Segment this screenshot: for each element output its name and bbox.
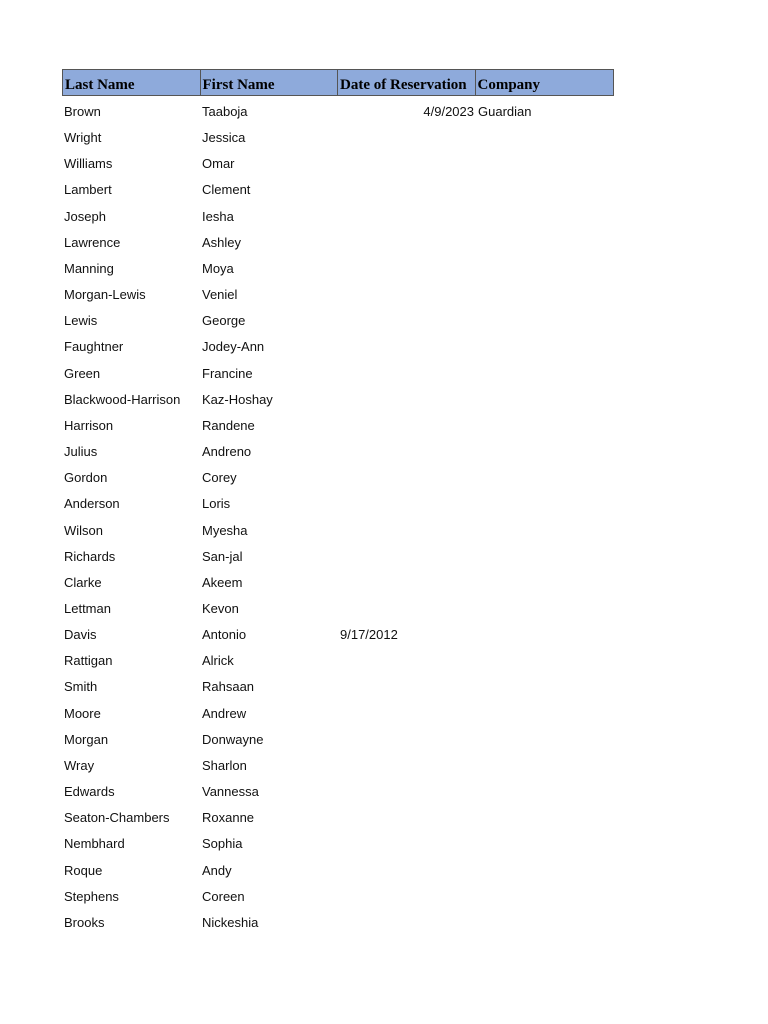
company-cell	[476, 730, 614, 756]
table-row	[62, 599, 614, 625]
first-name-cell: Jodey-Ann	[202, 339, 265, 355]
company-cell	[476, 494, 614, 520]
last-name-cell: Joseph	[64, 208, 106, 224]
first-name-cell: Francine	[202, 365, 253, 381]
first-name-cell: Kaz-Hoshay	[202, 391, 273, 407]
date-cell	[338, 207, 476, 233]
table-row	[62, 285, 614, 311]
first-name-cell: Andreno	[202, 444, 252, 460]
date-cell	[338, 599, 476, 625]
header-last-name: Last Name	[63, 70, 201, 95]
first-name-cell: Andy	[202, 862, 232, 878]
first-name-cell: Donwayne	[202, 731, 264, 747]
last-name-cell: Brooks	[64, 914, 105, 930]
table-row	[62, 494, 614, 520]
first-name-cell: Sharlon	[202, 757, 247, 773]
company-cell	[476, 128, 614, 154]
date-cell	[338, 808, 476, 834]
table-row	[62, 625, 614, 651]
company-cell	[476, 180, 614, 206]
first-name-cell: Alrick	[202, 653, 234, 669]
date-cell	[338, 756, 476, 782]
company-cell	[476, 207, 614, 233]
last-name-cell: Morgan-Lewis	[64, 287, 146, 303]
date-cell	[338, 285, 476, 311]
last-name-cell: Edwards	[64, 784, 115, 800]
first-name-cell: Iesha	[202, 208, 234, 224]
table-row	[62, 207, 614, 233]
last-name-cell: Roque	[64, 862, 103, 878]
date-cell	[338, 154, 476, 180]
header-first-name: First Name	[201, 70, 339, 95]
date-cell	[338, 337, 476, 363]
table-row	[62, 808, 614, 834]
last-name-cell: Davis	[64, 627, 97, 643]
first-name-cell: Rahsaan	[202, 679, 255, 695]
first-name-cell: Sophia	[202, 836, 243, 852]
company-cell	[476, 599, 614, 625]
last-name-cell: Wilson	[64, 522, 104, 538]
table-row	[62, 887, 614, 913]
last-name-cell: Smith	[64, 679, 98, 695]
table-row	[62, 311, 614, 337]
company-cell	[476, 416, 614, 442]
table-row	[62, 573, 614, 599]
table-body	[62, 102, 614, 939]
company-cell	[476, 625, 614, 651]
date-cell	[338, 547, 476, 573]
first-name-cell: Akeem	[202, 574, 243, 590]
date-cell	[338, 128, 476, 154]
company-cell	[476, 259, 614, 285]
date-cell: 4/9/2023	[423, 104, 474, 119]
date-cell	[338, 913, 476, 939]
table-row	[62, 364, 614, 390]
table-row	[62, 416, 614, 442]
date-cell	[338, 782, 476, 808]
company-cell	[476, 677, 614, 703]
last-name-cell: Lewis	[64, 313, 98, 329]
first-name-cell: Omar	[202, 156, 235, 172]
company-cell	[476, 285, 614, 311]
table-row	[62, 756, 614, 782]
last-name-cell: Harrison	[64, 417, 114, 433]
first-name-cell: Kevon	[202, 600, 239, 616]
company-cell	[476, 651, 614, 677]
table-row	[62, 782, 614, 808]
table-row	[62, 102, 614, 128]
table-row	[62, 861, 614, 887]
table-row	[62, 834, 614, 860]
date-cell	[338, 416, 476, 442]
last-name-cell: Lawrence	[64, 234, 121, 250]
company-cell	[476, 808, 614, 834]
last-name-cell: Wray	[64, 757, 95, 773]
last-name-cell: Rattigan	[64, 653, 113, 669]
last-name-cell: Faughtner	[64, 339, 124, 355]
table-row	[62, 233, 614, 259]
first-name-cell: Loris	[202, 496, 231, 512]
company-cell	[476, 521, 614, 547]
company-cell	[476, 861, 614, 887]
date-cell	[338, 521, 476, 547]
date-cell	[338, 573, 476, 599]
header-company: Company	[477, 77, 541, 93]
company-cell	[476, 834, 614, 860]
date-cell	[338, 494, 476, 520]
first-name-cell: Myesha	[202, 522, 248, 538]
last-name-cell: Lambert	[64, 182, 112, 198]
company-cell	[476, 913, 614, 939]
first-name-cell: Clement	[202, 182, 251, 198]
company-cell	[476, 704, 614, 730]
table-row	[62, 913, 614, 939]
date-cell	[338, 180, 476, 206]
date-cell: 9/17/2012	[340, 627, 398, 643]
last-name-cell: Green	[64, 365, 101, 381]
table-row	[62, 521, 614, 547]
first-name-cell: Taaboja	[202, 104, 248, 119]
last-name-cell: Blackwood-Harrison	[64, 391, 181, 407]
table-row	[62, 547, 614, 573]
date-cell	[338, 468, 476, 494]
last-name-cell: Lettman	[64, 600, 111, 616]
company-cell	[476, 337, 614, 363]
first-name-cell: George	[202, 313, 246, 329]
table-row	[62, 677, 614, 703]
date-cell	[338, 364, 476, 390]
company-cell	[476, 233, 614, 259]
table-row	[62, 442, 614, 468]
company-cell	[476, 887, 614, 913]
company-cell	[476, 756, 614, 782]
company-cell	[476, 547, 614, 573]
table-row	[62, 468, 614, 494]
last-name-cell: Seaton-Chambers	[64, 810, 170, 826]
first-name-cell: Andrew	[202, 705, 247, 721]
last-name-cell: Moore	[64, 705, 101, 721]
table-row	[62, 180, 614, 206]
last-name-cell: Brown	[64, 104, 101, 119]
date-cell	[338, 704, 476, 730]
last-name-cell: Clarke	[64, 574, 102, 590]
last-name-cell: Wright	[64, 130, 102, 146]
date-cell	[338, 861, 476, 887]
first-name-cell: Antonio	[202, 627, 247, 643]
company-cell	[476, 468, 614, 494]
table-row	[62, 259, 614, 285]
first-name-cell: Moya	[202, 260, 234, 276]
date-cell	[338, 259, 476, 285]
table-row	[62, 154, 614, 180]
first-name-cell: Coreen	[202, 888, 245, 904]
company-cell: Guardian	[478, 104, 532, 119]
header-date-of-reservation: Date of Reservation	[338, 70, 476, 95]
last-name-cell: Nembhard	[64, 836, 125, 852]
company-cell	[476, 442, 614, 468]
company-cell	[476, 390, 614, 416]
last-name-cell: Richards	[64, 548, 116, 564]
table-row	[62, 651, 614, 677]
first-name-cell: Jessica	[202, 130, 246, 146]
table-row	[62, 390, 614, 416]
table-row	[62, 128, 614, 154]
date-cell	[338, 651, 476, 677]
company-cell	[476, 154, 614, 180]
table-row	[62, 704, 614, 730]
last-name-cell: Julius	[64, 444, 98, 460]
first-name-cell: Roxanne	[202, 810, 255, 826]
date-cell	[338, 442, 476, 468]
table-row	[62, 730, 614, 756]
company-cell	[476, 573, 614, 599]
company-cell	[476, 311, 614, 337]
last-name-cell: Stephens	[64, 888, 119, 904]
company-cell	[476, 782, 614, 808]
date-cell	[338, 834, 476, 860]
first-name-cell: Vannessa	[202, 784, 259, 800]
date-cell	[338, 233, 476, 259]
date-cell	[338, 730, 476, 756]
first-name-cell: Veniel	[202, 287, 238, 303]
date-cell	[338, 390, 476, 416]
company-cell	[476, 364, 614, 390]
first-name-cell: Ashley	[202, 234, 242, 250]
date-cell	[338, 887, 476, 913]
date-cell	[338, 677, 476, 703]
table-row	[62, 337, 614, 363]
table-header	[62, 69, 614, 96]
first-name-cell: Randene	[202, 417, 255, 433]
last-name-cell: Gordon	[64, 470, 108, 486]
last-name-cell: Williams	[64, 156, 113, 172]
first-name-cell: Corey	[202, 470, 237, 486]
last-name-cell: Anderson	[64, 496, 120, 512]
first-name-cell: San-jal	[202, 548, 243, 564]
last-name-cell: Manning	[64, 260, 114, 276]
last-name-cell: Morgan	[64, 731, 109, 747]
date-cell	[338, 311, 476, 337]
first-name-cell: Nickeshia	[202, 914, 259, 930]
